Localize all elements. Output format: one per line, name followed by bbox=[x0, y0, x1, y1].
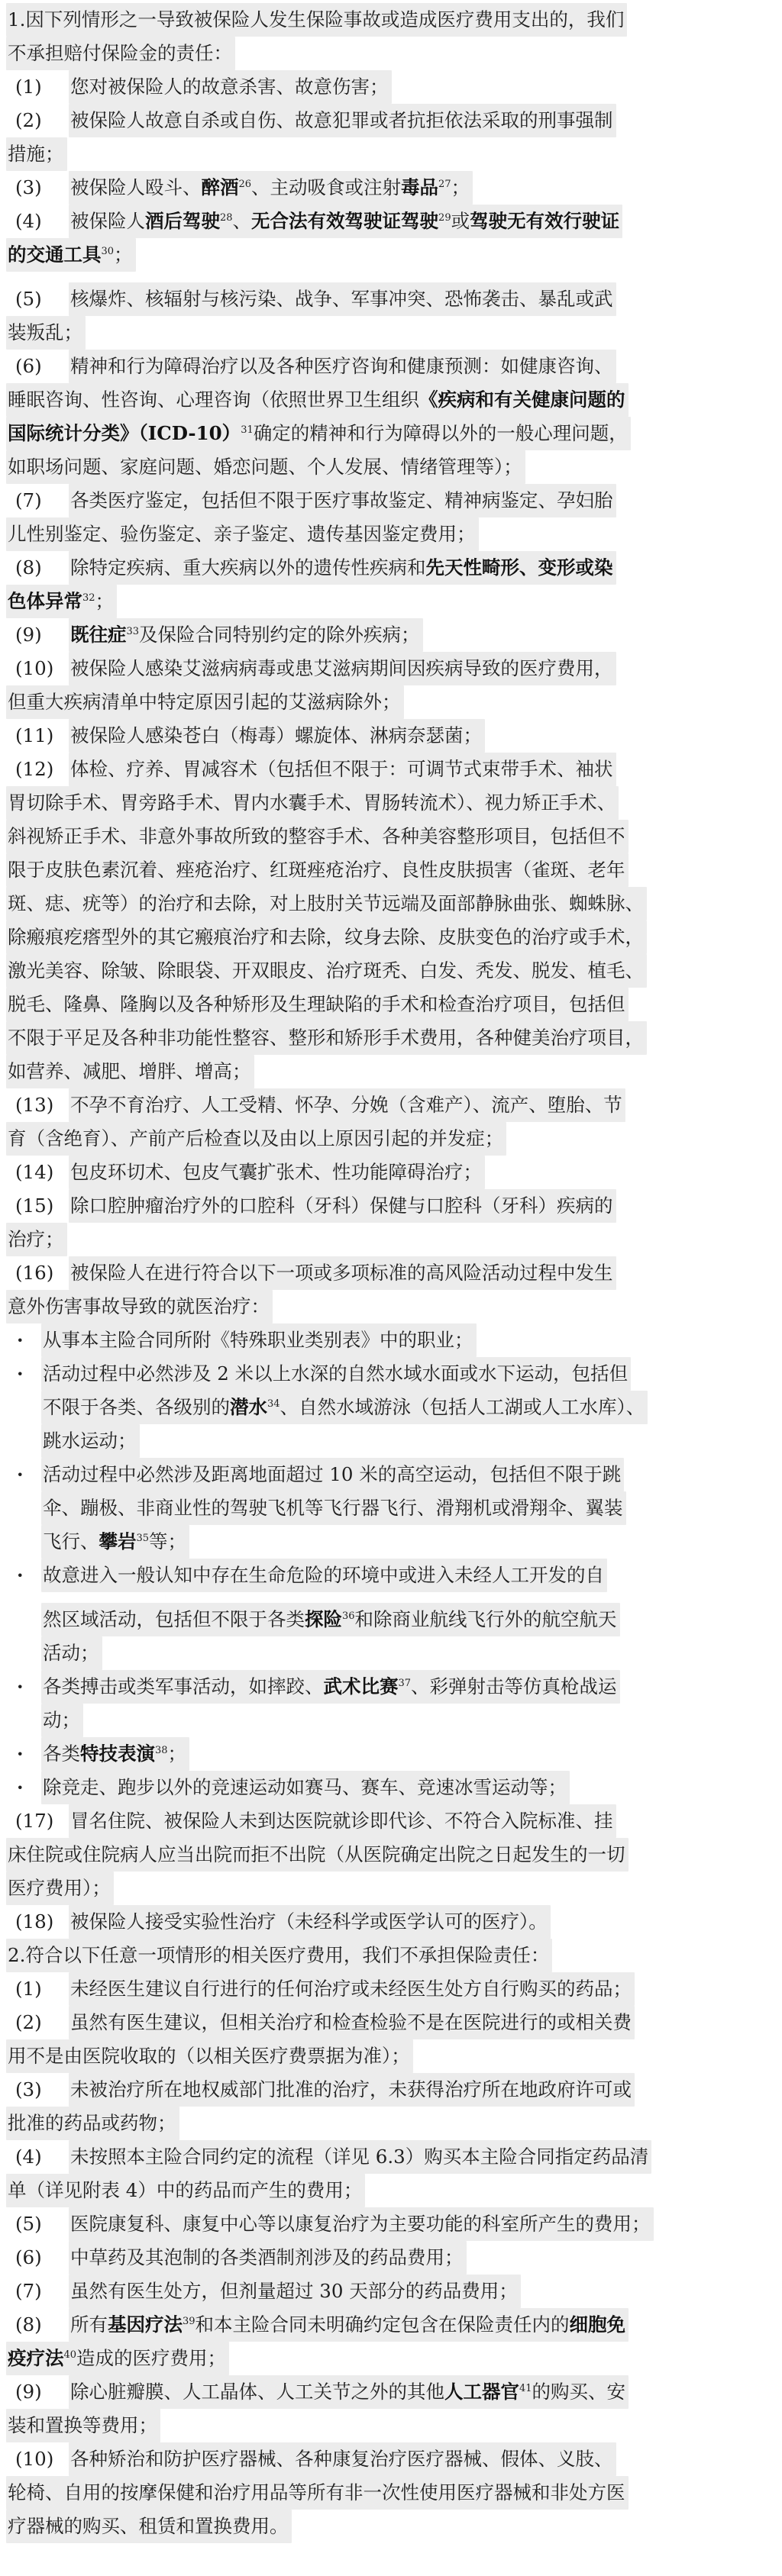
line-text: 核爆炸、核辐射与核污染、战争、军事冲突、恐怖袭击、暴乱或武 bbox=[69, 282, 616, 316]
line-text: 医院康复科、康复中心等以康复治疗为主要功能的科室所产生的费用； bbox=[69, 2207, 654, 2241]
text-line bbox=[6, 1458, 770, 1491]
text-line bbox=[6, 2510, 770, 2543]
item-number: (10) bbox=[15, 657, 54, 679]
line-text: 除特定疾病、重大疾病以外的遗传性疾病和先天性畸形、变形或染 bbox=[69, 551, 616, 585]
footnote-ref: 36 bbox=[342, 1610, 355, 1622]
text-line bbox=[6, 37, 770, 70]
footnote-ref: 38 bbox=[155, 1744, 168, 1756]
text-line bbox=[6, 238, 770, 272]
line-text: 被保险人殴斗、醉酒$^{26}$、主动吸食或注射毒品$^{27}$； bbox=[69, 171, 473, 205]
line-text: 1.因下列情形之一导致被保险人发生保险事故或造成医疗费用支出的，我们 bbox=[6, 3, 627, 37]
line-text: 未被治疗所在地权威部门批准的治疗，未获得治疗所在地政府许可或 bbox=[69, 2073, 635, 2107]
line-text: 除瘢痕疙瘩型外的其它瘢痕治疗和去除，纹身去除、皮肤变色的治疗或手术， bbox=[6, 920, 647, 954]
footnote-ref: 35 bbox=[136, 1532, 150, 1544]
text-line bbox=[6, 171, 770, 205]
text-line bbox=[6, 1603, 770, 1636]
line-text: 被保险人感染艾滋病病毒或患艾滋病期间因疾病导致的医疗费用， bbox=[69, 652, 616, 685]
text-line bbox=[6, 3, 770, 37]
text-line bbox=[6, 2039, 770, 2073]
text-line bbox=[6, 1256, 770, 1290]
item-number: (4) bbox=[15, 2146, 42, 2168]
text-line bbox=[6, 820, 770, 853]
text-line bbox=[6, 786, 770, 820]
line-text: 被保险人接受实验性治疗（未经科学或医学认可的医疗）。 bbox=[69, 1905, 551, 1939]
bullet-dot-icon: · bbox=[17, 1675, 24, 1697]
line-text: 各类搏击或类军事活动，如摔跤、武术比赛$^{37}$、彩弹射击等仿真枪战运 bbox=[41, 1670, 620, 1704]
line-text: 不限于各类、各级别的潜水$^{34}$、自然水域游泳（包括人工湖或人工水库）、 bbox=[41, 1391, 648, 1424]
text-line bbox=[6, 2342, 770, 2375]
bold-term: 人工器官 bbox=[444, 2381, 519, 2403]
text-line bbox=[6, 2140, 770, 2174]
bullet-dot-icon: · bbox=[17, 1362, 24, 1385]
line-text: 睡眠咨询、性咨询、心理咨询（依照世界卫生组织《疾病和有关健康问题的 bbox=[6, 383, 629, 417]
item-number: (4) bbox=[15, 210, 42, 232]
text-line bbox=[6, 2207, 770, 2241]
line-text: 除竞走、跑步以外的竞速运动如赛马、赛车、竞速冰雪运动等； bbox=[41, 1771, 570, 1804]
line-text: 激光美容、除皱、除眼袋、开双眼皮、治疗斑秃、白发、秃发、脱发、植毛、 bbox=[6, 954, 647, 988]
bold-term: 攀岩 bbox=[99, 1530, 137, 1552]
text-line bbox=[6, 1290, 770, 1323]
text-line bbox=[6, 1122, 770, 1156]
item-number: (12) bbox=[15, 758, 54, 780]
text-line bbox=[6, 1737, 770, 1771]
text-line bbox=[6, 1704, 770, 1737]
bold-term: 武术比赛 bbox=[323, 1675, 399, 1697]
line-text: 被保险人在进行符合以下一项或多项标准的高风险活动过程中发生 bbox=[69, 1256, 616, 1290]
line-text: 限于皮肤色素沉着、痤疮治疗、红斑痤疮治疗、良性皮肤损害（雀斑、老年 bbox=[6, 853, 629, 887]
bullet-dot-icon: · bbox=[17, 1329, 24, 1351]
bold-term: 探险 bbox=[305, 1608, 342, 1630]
line-text: 各类特技表演$^{38}$； bbox=[41, 1737, 189, 1771]
line-text: 育（含绝育）、产前产后检查以及由以上原因引起的并发症； bbox=[6, 1122, 506, 1156]
line-text: 儿性别鉴定、验伤鉴定、亲子鉴定、遗传基因鉴定费用； bbox=[6, 517, 479, 551]
text-line bbox=[6, 70, 770, 104]
text-line bbox=[6, 137, 770, 171]
line-text: 不承担赔付保险金的责任： bbox=[6, 37, 235, 70]
line-text: 中草药及其泡制的各类酒制剂涉及的药品费用； bbox=[69, 2241, 467, 2275]
bold-term: 先天性畸形、变形或染 bbox=[425, 556, 613, 579]
item-number: (7) bbox=[15, 2280, 42, 2302]
text-line bbox=[6, 618, 770, 652]
text-line bbox=[6, 2006, 770, 2039]
text-line bbox=[6, 920, 770, 954]
text-line bbox=[6, 954, 770, 988]
text-line bbox=[6, 1559, 770, 1592]
text-line bbox=[6, 853, 770, 887]
line-text: 被保险人酒后驾驶$^{28}$、无合法有效驾驶证驾驶$^{29}$或驾驶无有效行驶证 bbox=[69, 205, 622, 238]
line-text: 治疗； bbox=[6, 1223, 67, 1256]
text-line bbox=[6, 2476, 770, 2510]
item-number: (5) bbox=[15, 288, 42, 310]
item-number: (8) bbox=[15, 2313, 42, 2336]
line-gap bbox=[6, 1592, 770, 1603]
text-line bbox=[6, 104, 770, 137]
line-text: 脱毛、隆鼻、隆胸以及各种矫形及生理缺陷的手术和检查治疗项目，包括但 bbox=[6, 988, 629, 1021]
item-number: (14) bbox=[15, 1161, 54, 1183]
line-text: 疗器械的购买、租赁和置换费用。 bbox=[6, 2510, 292, 2543]
text-line bbox=[6, 383, 770, 417]
text-line bbox=[6, 2275, 770, 2308]
text-line bbox=[6, 1088, 770, 1122]
bold-term: 既往症 bbox=[70, 624, 127, 646]
item-number: (6) bbox=[15, 355, 42, 377]
bold-term: 毒品 bbox=[401, 176, 439, 198]
bullet-dot-icon: · bbox=[17, 1743, 24, 1765]
text-line bbox=[6, 282, 770, 316]
text-line bbox=[6, 1939, 770, 1972]
line-text: 用不是由医院收取的（以相关医疗费票据为准）； bbox=[6, 2039, 413, 2073]
footnote-ref: 32 bbox=[82, 592, 95, 604]
footnote-ref: 31 bbox=[241, 424, 254, 436]
text-line bbox=[6, 2375, 770, 2409]
line-text: 但重大疾病清单中特定原因引起的艾滋病除外； bbox=[6, 685, 404, 719]
item-number: (7) bbox=[15, 489, 42, 511]
text-line bbox=[6, 1424, 770, 1458]
line-text: 从事本主险合同所附《特殊职业类别表》中的职业； bbox=[41, 1323, 477, 1357]
line-text: 疫疗法$^{40}$造成的医疗费用； bbox=[6, 2342, 229, 2375]
line-text: 既往症$^{33}$及保险合同特别约定的除外疾病； bbox=[69, 618, 423, 652]
item-number: (3) bbox=[15, 176, 42, 198]
bold-term: 细胞免 bbox=[569, 2313, 626, 2336]
footnote-ref: 39 bbox=[183, 2315, 196, 2327]
text-line bbox=[6, 1872, 770, 1905]
footnote-ref: 29 bbox=[438, 211, 451, 224]
line-text: 装叛乱； bbox=[6, 316, 86, 350]
bold-term: 特技表演 bbox=[80, 1743, 155, 1765]
item-number: (13) bbox=[15, 1094, 54, 1116]
text-line bbox=[6, 2308, 770, 2342]
line-text: 单（详见附表 4）中的药品而产生的费用； bbox=[6, 2174, 365, 2207]
bullet-dot-icon: · bbox=[17, 1564, 24, 1586]
footnote-ref: 26 bbox=[238, 178, 252, 190]
text-line bbox=[6, 1670, 770, 1704]
text-line bbox=[6, 2073, 770, 2107]
line-gap bbox=[6, 272, 770, 282]
line-text: 活动过程中必然涉及距离地面超过 10 米的高空运动，包括但不限于跳 bbox=[41, 1458, 624, 1491]
text-line bbox=[6, 2107, 770, 2140]
text-line bbox=[6, 988, 770, 1021]
line-text: 精神和行为障碍治疗以及各种医疗咨询和健康预测：如健康咨询、 bbox=[69, 350, 616, 383]
text-line bbox=[6, 719, 770, 753]
line-text: 活动； bbox=[41, 1636, 102, 1670]
item-number: (11) bbox=[15, 724, 54, 746]
item-number: (1) bbox=[15, 76, 42, 98]
line-text: 意外伤害事故导致的就医治疗： bbox=[6, 1290, 273, 1323]
item-number: (9) bbox=[15, 2381, 42, 2403]
text-line bbox=[6, 1491, 770, 1525]
line-text: 故意进入一般认知中存在生命危险的环境中或进入未经人工开发的自 bbox=[41, 1559, 607, 1592]
line-text: 包皮环切术、包皮气囊扩张术、性功能障碍治疗； bbox=[69, 1156, 485, 1189]
bold-term: 无合法有效驾驶证驾驶 bbox=[251, 210, 439, 232]
text-line bbox=[6, 1021, 770, 1055]
bold-term: 国际统计分类》（ICD-10） bbox=[8, 422, 241, 444]
text-line bbox=[6, 350, 770, 383]
line-text: 跳水运动； bbox=[41, 1424, 140, 1458]
item-number: (10) bbox=[15, 2448, 54, 2470]
text-line bbox=[6, 450, 770, 484]
line-text: 未经医生建议自行进行的任何治疗或未经医生处方自行购买的药品； bbox=[69, 1972, 635, 2006]
item-number: (9) bbox=[15, 624, 42, 646]
text-line bbox=[6, 2241, 770, 2275]
bold-term: 色体异常 bbox=[8, 590, 82, 612]
line-text: 各种矫治和防护医疗器械、各种康复治疗医疗器械、假体、义肢、 bbox=[69, 2442, 616, 2476]
text-line bbox=[6, 652, 770, 685]
bold-term: 的交通工具 bbox=[8, 243, 102, 266]
line-text: 冒名住院、被保险人未到达医院就诊即代诊、不符合入院标准、挂 bbox=[69, 1804, 616, 1838]
bold-term: 醉酒 bbox=[201, 176, 239, 198]
line-text: 然区域活动，包括但不限于各类探险$^{36}$和除商业航线飞行外的航空航天 bbox=[41, 1603, 620, 1636]
footnote-ref: 30 bbox=[101, 245, 115, 257]
line-text: 虽然有医生建议，但相关治疗和检查检验不是在医院进行的或相关费 bbox=[69, 2006, 635, 2039]
text-line bbox=[6, 2174, 770, 2207]
footnote-ref: 41 bbox=[519, 2382, 532, 2394]
item-number: (6) bbox=[15, 2246, 42, 2268]
line-text: 轮椅、自用的按摩保健和治疗用品等所有非一次性使用医疗器械和非处方医 bbox=[6, 2476, 629, 2510]
text-line bbox=[6, 2442, 770, 2476]
text-line bbox=[6, 1055, 770, 1088]
text-line bbox=[6, 1323, 770, 1357]
line-text: 如营养、减肥、增胖、增高； bbox=[6, 1055, 254, 1088]
item-number: (8) bbox=[15, 556, 42, 579]
line-text: 斑、痣、疣等）的治疗和去除，对上肢肘关节远端及面部静脉曲张、蜘蛛脉、 bbox=[6, 887, 647, 920]
bold-term: 潜水 bbox=[230, 1396, 267, 1418]
item-number: (18) bbox=[15, 1910, 54, 1933]
text-line bbox=[6, 417, 770, 450]
item-number: (15) bbox=[15, 1195, 54, 1217]
line-text: 未按照本主险合同约定的流程（详见 6.3）购买本主险合同指定药品清 bbox=[69, 2140, 651, 2174]
line-text: 动； bbox=[41, 1704, 83, 1737]
line-text: 伞、蹦极、非商业性的驾驶飞机等飞行器飞行、滑翔机或滑翔伞、翼装 bbox=[41, 1491, 626, 1525]
text-line bbox=[6, 585, 770, 618]
text-line bbox=[6, 685, 770, 719]
item-number: (1) bbox=[15, 1978, 42, 2000]
line-text: 飞行、攀岩$^{35}$等； bbox=[41, 1525, 189, 1559]
bullet-dot-icon: · bbox=[17, 1776, 24, 1798]
line-text: 除心脏瓣膜、人工晶体、人工关节之外的其他人工器官$^{41}$的购买、安 bbox=[69, 2375, 629, 2409]
item-number: (3) bbox=[15, 2078, 42, 2100]
line-text: 胃切除手术、胃旁路手术、胃内水囊手术、胃肠转流术）、视力矫正手术、 bbox=[6, 786, 619, 820]
line-text: 被保险人感染苍白（梅毒）螺旋体、淋病奈瑟菌； bbox=[69, 719, 485, 753]
text-line bbox=[6, 205, 770, 238]
item-number: (2) bbox=[15, 2011, 42, 2033]
item-number: (16) bbox=[15, 1262, 54, 1284]
line-text: 2.符合以下任意一项情形的相关医疗费用，我们不承担保险责任： bbox=[6, 1939, 552, 1972]
text-line bbox=[6, 1838, 770, 1872]
line-text: 批准的药品或药物； bbox=[6, 2107, 179, 2140]
line-text: 措施； bbox=[6, 137, 67, 171]
text-line bbox=[6, 1972, 770, 2006]
footnote-ref: 34 bbox=[267, 1398, 280, 1410]
text-line bbox=[6, 1391, 770, 1424]
bold-term: 《疾病和有关健康问题的 bbox=[419, 388, 625, 411]
line-text: 的交通工具$^{30}$； bbox=[6, 238, 136, 272]
footnote-ref: 27 bbox=[438, 178, 451, 190]
line-text: 您对被保险人的故意杀害、故意伤害； bbox=[69, 70, 392, 104]
bold-term: 酒后驾驶 bbox=[145, 210, 220, 232]
line-text: 不限于平足及各种非功能性整容、整形和矫形手术费用，各种健美治疗项目， bbox=[6, 1021, 647, 1055]
bold-term: 疫疗法 bbox=[8, 2347, 64, 2369]
text-line bbox=[6, 1189, 770, 1223]
line-text: 除口腔肿瘤治疗外的口腔科（牙科）保健与口腔科（牙科）疾病的 bbox=[69, 1189, 616, 1223]
bold-term: 基因疗法 bbox=[108, 2313, 183, 2336]
text-line bbox=[6, 1804, 770, 1838]
footnote-ref: 40 bbox=[63, 2349, 77, 2361]
text-line bbox=[6, 1771, 770, 1804]
line-text: 不孕不育治疗、人工受精、怀孕、分娩（含难产）、流产、堕胎、节 bbox=[69, 1088, 625, 1122]
text-line bbox=[6, 517, 770, 551]
footnote-ref: 33 bbox=[126, 625, 140, 637]
text-line bbox=[6, 316, 770, 350]
item-number: (2) bbox=[15, 109, 42, 131]
line-text: 活动过程中必然涉及 2 米以上水深的自然水域水面或水下运动，包括但 bbox=[41, 1357, 631, 1391]
bullet-dot-icon: · bbox=[17, 1463, 24, 1485]
line-text: 国际统计分类》$(ICD-10)^{31}$确定的精神和行为障碍以外的一般心理问题， bbox=[6, 417, 631, 450]
text-line bbox=[6, 887, 770, 920]
item-number: (17) bbox=[15, 1810, 54, 1832]
footnote-ref: 37 bbox=[398, 1677, 412, 1689]
text-line bbox=[6, 753, 770, 786]
text-line bbox=[6, 1357, 770, 1391]
text-line bbox=[6, 551, 770, 585]
text-line bbox=[6, 2409, 770, 2442]
item-number: (5) bbox=[15, 2213, 42, 2235]
bold-term: 驾驶无有效行驶证 bbox=[470, 210, 620, 232]
line-text: 各类医疗鉴定，包括但不限于医疗事故鉴定、精神病鉴定、孕妇胎 bbox=[69, 484, 616, 517]
line-text: 如职场问题、家庭问题、婚恋问题、个人发展、情绪管理等）； bbox=[6, 450, 525, 484]
line-text: 医疗费用）； bbox=[6, 1872, 114, 1905]
text-line bbox=[6, 1223, 770, 1256]
line-text: 被保险人故意自杀或自伤、故意犯罪或者抗拒依法采取的刑事强制 bbox=[69, 104, 616, 137]
text-line bbox=[6, 1156, 770, 1189]
footnote-ref: 28 bbox=[220, 211, 233, 224]
line-text: 体检、疗养、胃减容术（包括但不限于：可调节式束带手术、袖状 bbox=[69, 753, 616, 786]
text-line bbox=[6, 1525, 770, 1559]
line-text: 所有基因疗法$^{39}$和本主险合同未明确约定包含在保险责任内的细胞免 bbox=[69, 2308, 629, 2342]
line-text: 装和置换等费用； bbox=[6, 2409, 160, 2442]
line-text: 色体异常$^{32}$； bbox=[6, 585, 117, 618]
line-text: 斜视矫正手术、非意外事故所致的整容手术、各种美容整形项目，包括但不 bbox=[6, 820, 629, 853]
text-line bbox=[6, 484, 770, 517]
line-text: 虽然有医生处方，但剂量超过 30 天部分的药品费用； bbox=[69, 2275, 521, 2308]
text-line bbox=[6, 1905, 770, 1939]
line-text: 床住院或住院病人应当出院而拒不出院（从医院确定出院之日起发生的一切 bbox=[6, 1838, 629, 1872]
text-line bbox=[6, 1636, 770, 1670]
